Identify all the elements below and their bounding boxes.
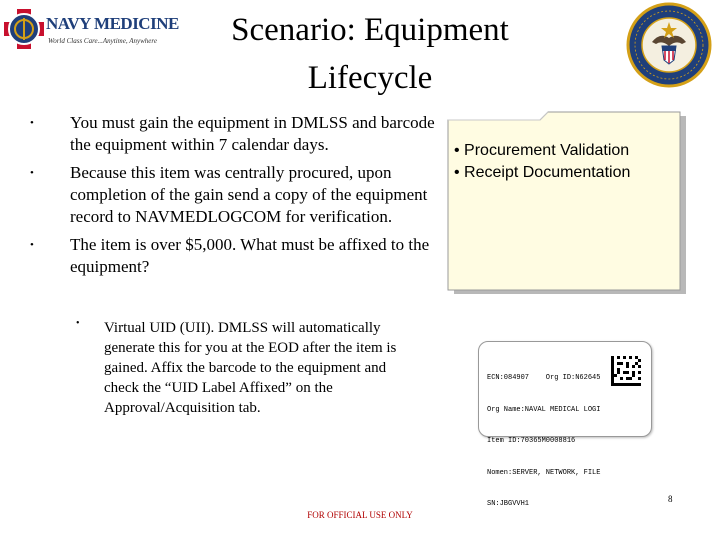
datamatrix-barcode-icon — [611, 356, 641, 386]
bullet-text: The item is over $5,000. What must be affixed to the equipment? — [70, 235, 430, 276]
equipment-label — [478, 341, 652, 508]
bullet-marker-icon: • — [30, 117, 34, 129]
note-list — [454, 140, 630, 184]
bullet-item — [30, 112, 440, 156]
page-number: 8 — [668, 494, 673, 504]
equipment-label-text — [487, 352, 600, 531]
logo-tagline: World Class Care...Anytime, Anywhere — [48, 37, 157, 45]
label-line-serial: SN:JBGVVH1 — [487, 500, 530, 508]
label-line-item-id: Item ID:70365M0008816 — [487, 437, 576, 445]
bullet-text: You must gain the equipment in DMLSS and barcode the equipment within 7 calendar days. — [70, 113, 435, 154]
navy-medicine-logo — [4, 6, 179, 52]
bullet-marker-icon: • — [30, 167, 34, 179]
sub-bullet-marker-icon: • — [76, 318, 80, 329]
slide-title-line2: Lifecycle — [307, 60, 433, 96]
bullet-item — [30, 162, 440, 228]
label-line-ecn: ECN:084907 Org ID:N62645 — [487, 374, 601, 382]
navy-medicine-emblem-icon — [4, 6, 44, 52]
department-seal-icon — [626, 2, 712, 88]
label-line-org-name: Org Name:NAVAL MEDICAL LOGI — [487, 405, 601, 414]
bullet-list — [30, 112, 440, 284]
sticky-note-shape-icon — [446, 110, 690, 296]
slide-title-line1: Scenario: Equipment — [231, 12, 509, 48]
classification-footer: FOR OFFICIAL USE ONLY — [307, 510, 413, 520]
note-item-procurement-validation: • Procurement Validation — [454, 140, 630, 162]
slide-title — [170, 6, 570, 102]
sub-bullet-text: Virtual UID (UII). DMLSS will automatically generate this for you at the EOD after the item is gained. Affix the barcode to the equipment and check the “UID Label Affixed” on the Approval/Acquisition tab. — [104, 320, 397, 416]
sub-bullet-item — [76, 318, 416, 418]
bullet-marker-icon: • — [30, 239, 34, 251]
logo-name: NAVY MEDICINE — [46, 14, 179, 33]
bullet-text: Because this item was centrally procured, upon completion of the gain send a copy of the equipment record to NAVMEDLOGCOM for verification. — [70, 163, 428, 226]
bullet-item — [30, 234, 440, 278]
label-line-nomenclature: Nomen:SERVER, NETWORK, FILE — [487, 468, 601, 477]
sticky-note — [446, 110, 690, 296]
note-item-receipt-documentation: • Receipt Documentation — [454, 162, 630, 184]
